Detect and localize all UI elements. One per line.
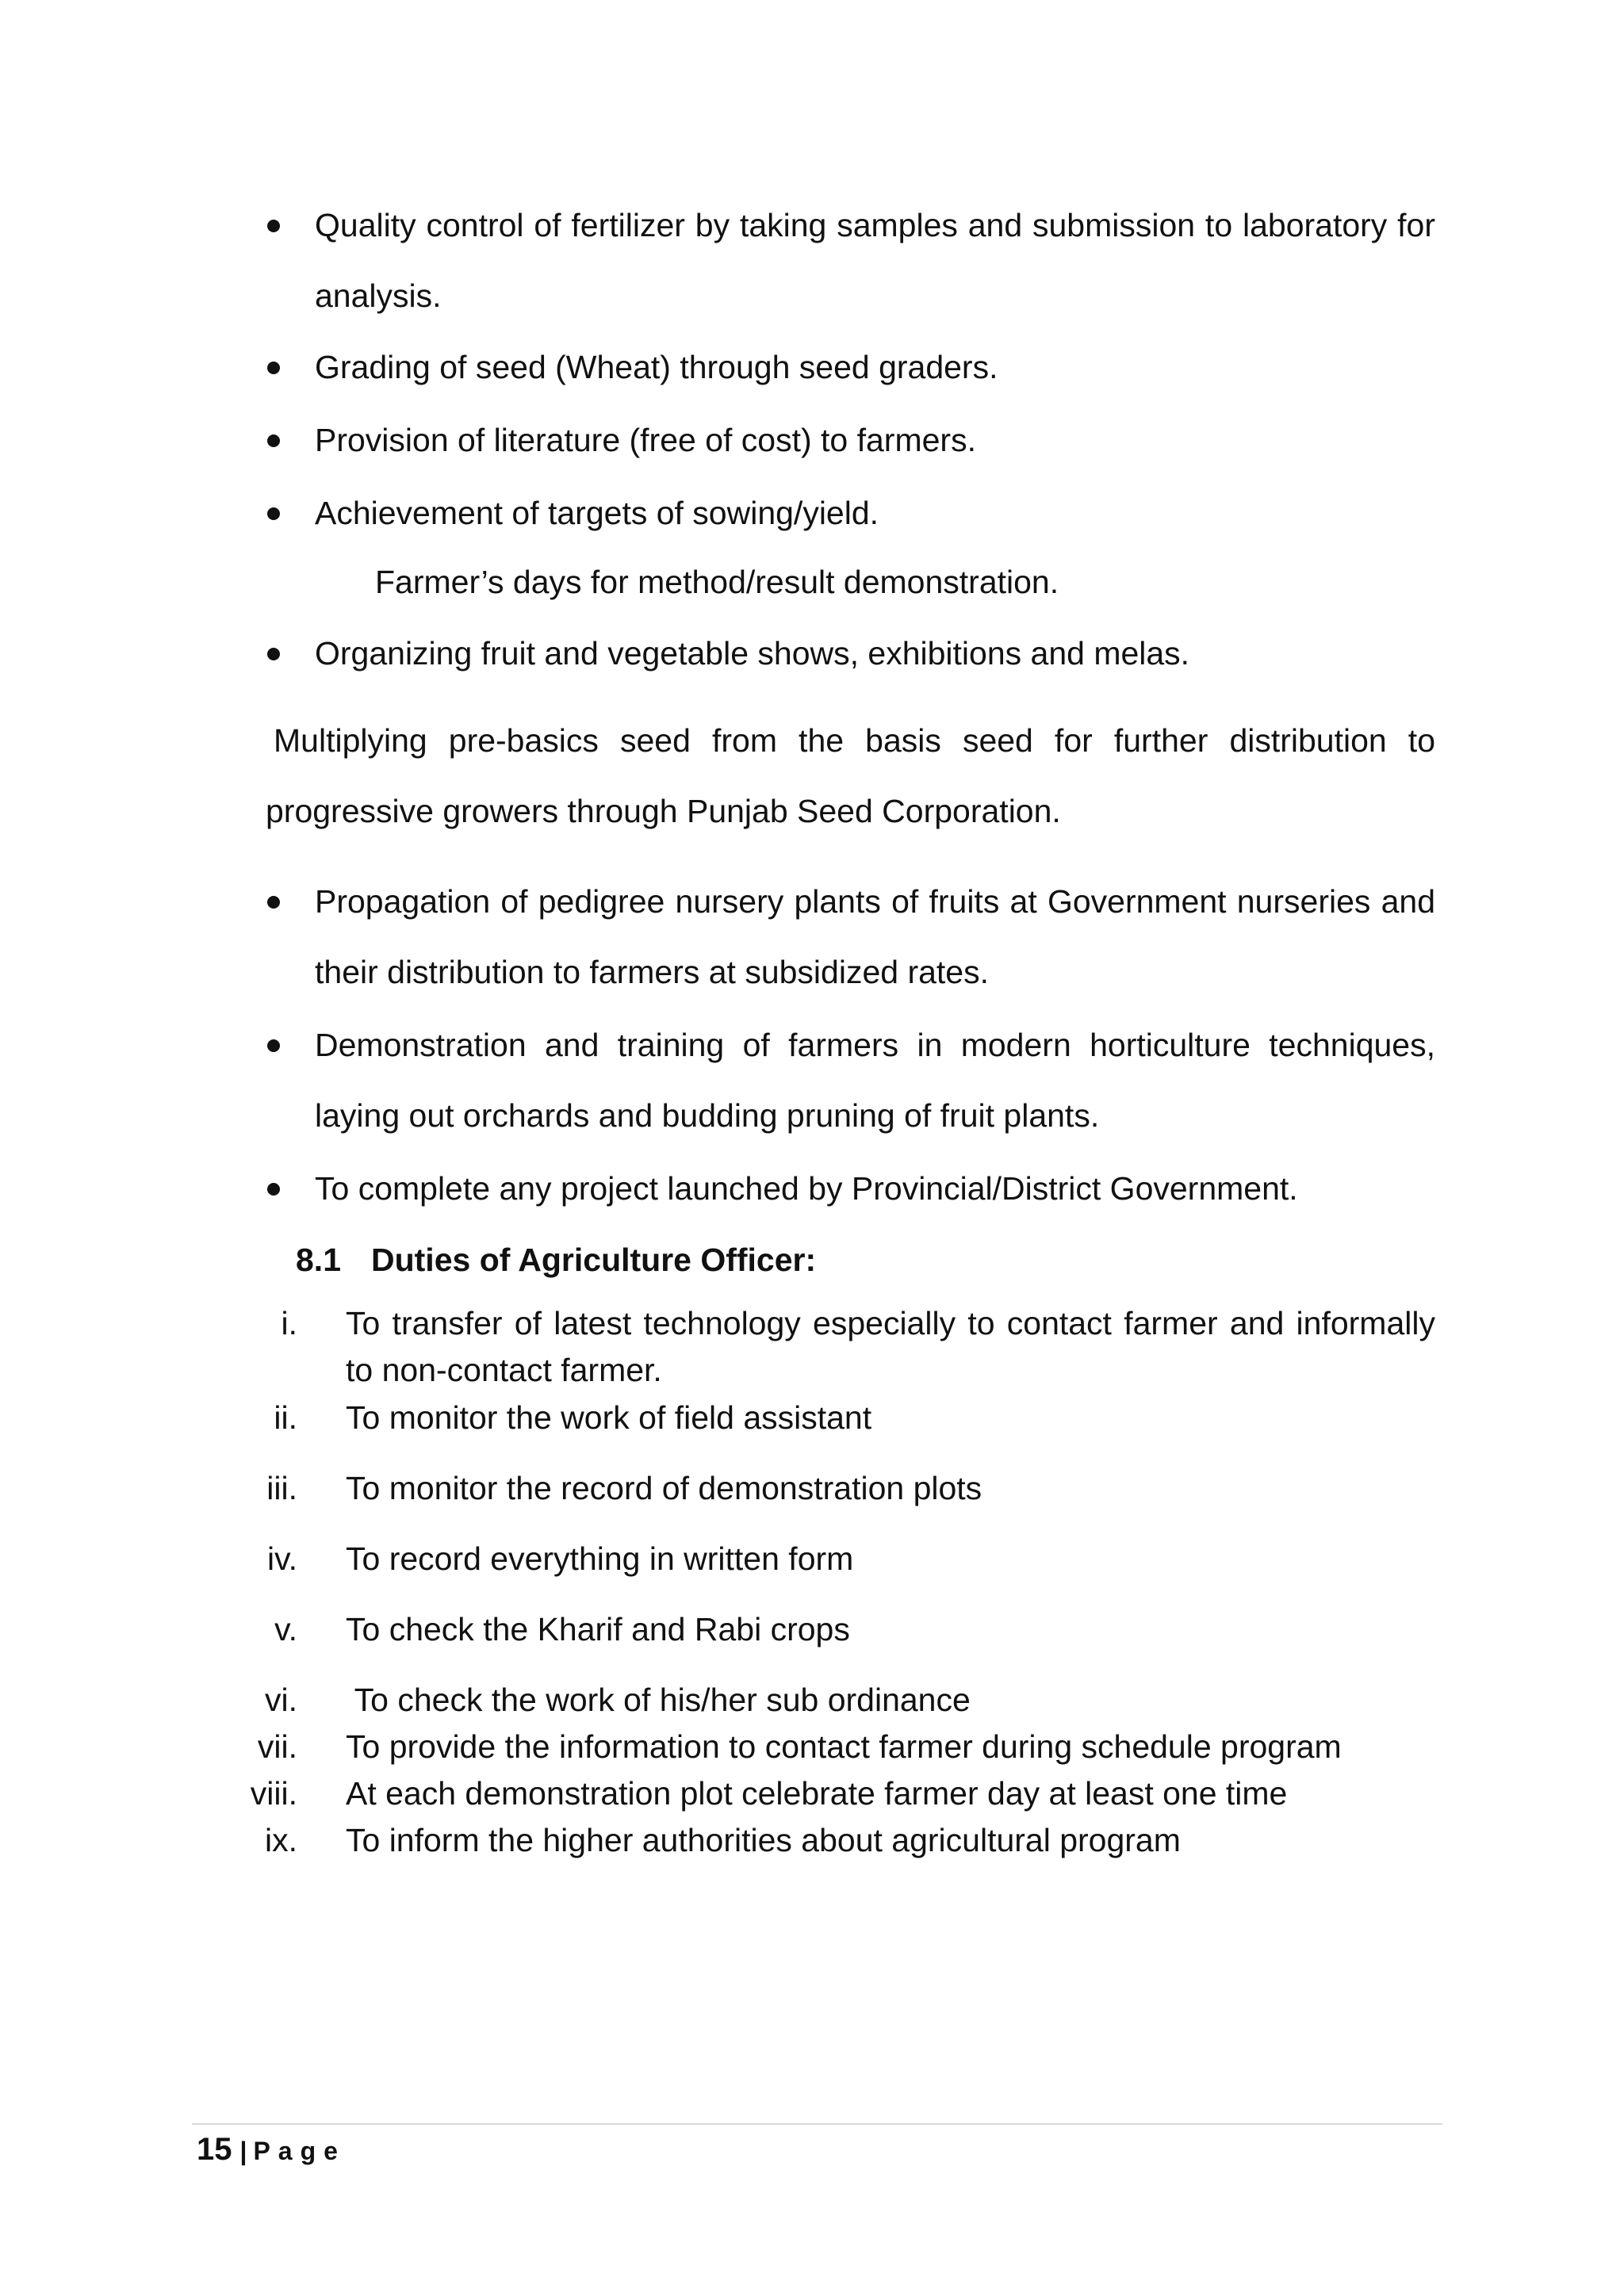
bullet-icon bbox=[267, 1039, 280, 1052]
paragraph: Multiplying pre-basics seed from the basis seed for further distribution to progressive growers through Punjab Seed Corporation. bbox=[266, 722, 1435, 829]
page-label: Page bbox=[253, 2137, 346, 2165]
duty-number: iii. bbox=[266, 1470, 297, 1506]
bullet-icon bbox=[267, 362, 280, 374]
bullet-icon bbox=[267, 507, 280, 520]
section-heading bbox=[296, 1228, 816, 1292]
duty-text: To monitor the work of field assistant bbox=[346, 1399, 872, 1436]
duty-number: v. bbox=[274, 1611, 297, 1647]
bullet-list-single bbox=[0, 618, 1624, 689]
bullet-text: Organizing fruit and vegetable shows, exhibitions and melas. bbox=[315, 635, 1190, 672]
footer-separator: | bbox=[239, 2137, 247, 2165]
bullet-text: Provision of literature (free of cost) to farmers. bbox=[315, 422, 976, 458]
duty-text: To provide the information to contact farmer during schedule program bbox=[346, 1728, 1342, 1765]
list-item bbox=[0, 1154, 1624, 1224]
duty-text: To monitor the record of demonstration plots bbox=[346, 1470, 982, 1506]
bullet-text: Grading of seed (Wheat) through seed graders. bbox=[315, 349, 998, 385]
duty-text: To check the Kharif and Rabi crops bbox=[346, 1611, 850, 1647]
duty-text: At each demonstration plot celebrate farmer day at least one time bbox=[346, 1775, 1288, 1812]
duty-number: vii. bbox=[257, 1728, 297, 1765]
bullet-text: Propagation of pedigree nursery plants of fruits at Government nurseries and their distribution to farmers at subsidized rates. bbox=[315, 883, 1435, 990]
duty-number: i. bbox=[281, 1305, 297, 1341]
bullet-icon bbox=[267, 648, 280, 660]
bullet-icon bbox=[267, 1183, 280, 1196]
bullet-text: Demonstration and training of farmers in modern horticulture techniques, laying out orchards and budding pruning of fruit plants. bbox=[315, 1027, 1435, 1134]
bullet-icon bbox=[267, 896, 280, 909]
page-number: 15 bbox=[197, 2132, 232, 2167]
duty-text: To transfer of latest technology especially to contact farmer and informally to non-contact farmer. bbox=[346, 1305, 1435, 1388]
bullet-icon bbox=[267, 220, 280, 232]
bullet-text: Achievement of targets of sowing/yield. bbox=[315, 495, 879, 531]
list-item bbox=[0, 618, 1624, 689]
bullet-text: To complete any project launched by Provincial/District Government. bbox=[315, 1170, 1298, 1207]
section-title: Duties of Agriculture Officer: bbox=[371, 1242, 817, 1278]
list-item bbox=[0, 190, 1624, 331]
duty-number: viii. bbox=[250, 1775, 297, 1812]
list-item bbox=[0, 1010, 1624, 1151]
list-item bbox=[0, 478, 1624, 549]
page-footer bbox=[197, 2130, 346, 2171]
list-item bbox=[0, 867, 1624, 1008]
duty-number: vi. bbox=[265, 1682, 297, 1718]
list-item bbox=[0, 332, 1624, 403]
bullet-text: Quality control of fertilizer by taking samples and submission to laboratory for analysis. bbox=[315, 207, 1435, 314]
list-item bbox=[0, 405, 1624, 476]
duty-text: To check the work of his/her sub ordinance bbox=[346, 1682, 971, 1718]
footer-divider bbox=[192, 2123, 1442, 2125]
bullet-list-lower bbox=[0, 867, 1624, 1224]
bullet-icon bbox=[267, 434, 280, 447]
bullet-list-top bbox=[0, 190, 1624, 549]
duty-text: To record everything in written form bbox=[346, 1540, 854, 1577]
duty-number: ix. bbox=[265, 1822, 297, 1858]
indented-line: Farmer’s days for method/result demonstration. bbox=[375, 564, 1059, 600]
section-number: 8.1 bbox=[296, 1242, 341, 1278]
duty-text: To inform the higher authorities about agricultural program bbox=[346, 1822, 1181, 1858]
duty-number: iv. bbox=[267, 1540, 297, 1577]
duty-number: ii. bbox=[274, 1399, 297, 1436]
